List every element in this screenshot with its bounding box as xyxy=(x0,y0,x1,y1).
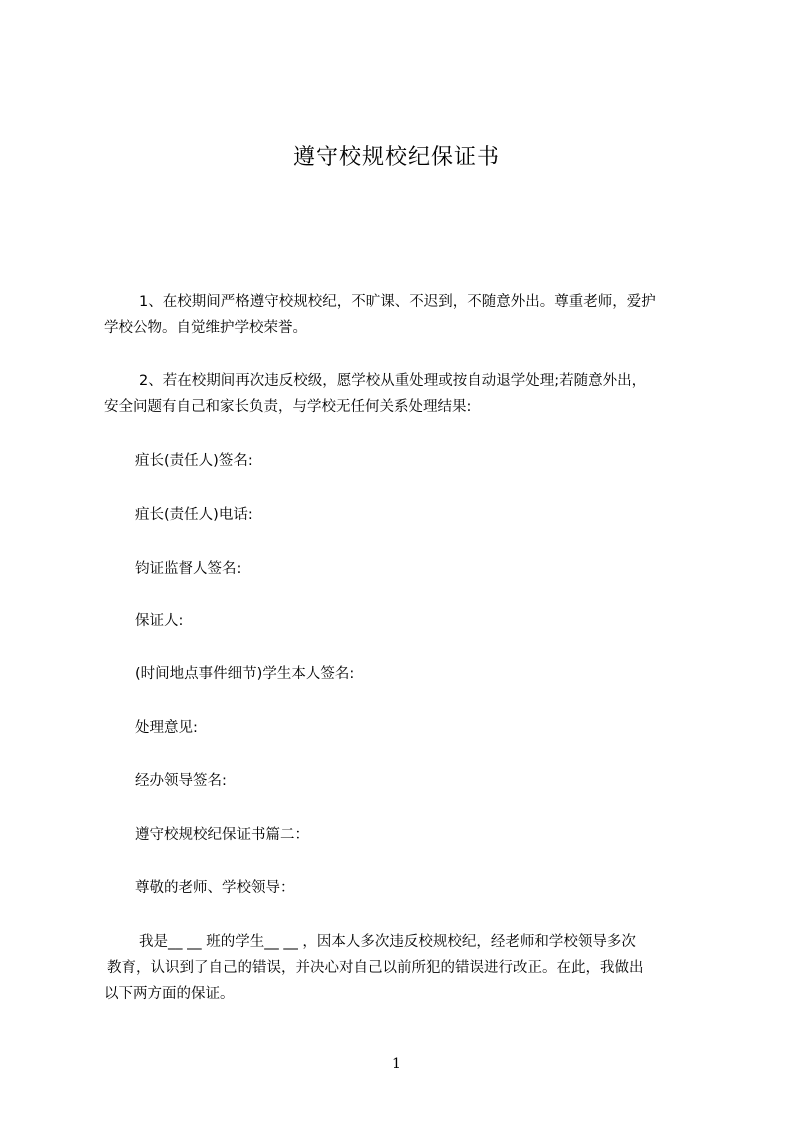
paragraph-line: 处理意见: xyxy=(135,720,198,736)
document-title: 遵守校规校纪保证书 xyxy=(292,145,500,170)
paragraph-line: 我是__ __ 班的学生__ __ ，因本人多次违反校规校纪，经老师和学校领导多次 xyxy=(139,934,636,950)
supervisor-signature xyxy=(104,556,694,582)
paragraph-line: 遵守校规校纪保证书篇二： xyxy=(135,827,309,843)
paragraph-line: 钧证监督人签名: xyxy=(135,561,242,577)
statement-paragraph xyxy=(104,929,694,1007)
paragraph-line: 疽长(责任人)电话: xyxy=(135,507,253,523)
handler-signature xyxy=(104,768,694,794)
guarantor xyxy=(104,608,694,634)
student-signature xyxy=(104,661,694,687)
paragraph-line: 经办领导签名: xyxy=(135,773,227,789)
paragraph-line: 1、在校期间严格遵守校规校纪，不旷课、不迟到，不随意外出。尊重老师，爱护 xyxy=(139,294,656,310)
paragraph-rule-1 xyxy=(104,289,694,341)
paragraph-line: (时间地点事件细节)学生本人签名: xyxy=(135,666,355,682)
paragraph-line: 保证人: xyxy=(135,613,184,629)
paragraph-line: 学校公物。自觉维护学校荣誉。 xyxy=(104,320,307,336)
paragraph-line: 疽长(责任人)签名: xyxy=(135,453,253,469)
paragraph-rule-2 xyxy=(104,368,694,420)
paragraph-line: 2、若在校期间再次违反校级，愿学校从重处理或按自动退学处理;若随意外出， xyxy=(139,373,647,389)
salutation xyxy=(104,875,694,901)
paragraph-line: 安全问题有自己和家长负责，与学校无任何关系处理结果: xyxy=(104,399,472,415)
handling-opinion xyxy=(104,715,694,741)
paragraph-line: 教育，认识到了自己的错误，并决心对自己以前所犯的错误进行改正。在此，我做出 xyxy=(107,960,644,976)
responsible-person-signature xyxy=(104,448,694,474)
responsible-person-phone xyxy=(104,502,694,528)
paragraph-line: 以下两方面的保证。 xyxy=(104,986,235,1002)
paragraph-line: 尊敬的老师、学校领导： xyxy=(135,880,295,896)
page-number: 1 xyxy=(392,1056,401,1072)
section-heading-part-two xyxy=(104,822,694,848)
